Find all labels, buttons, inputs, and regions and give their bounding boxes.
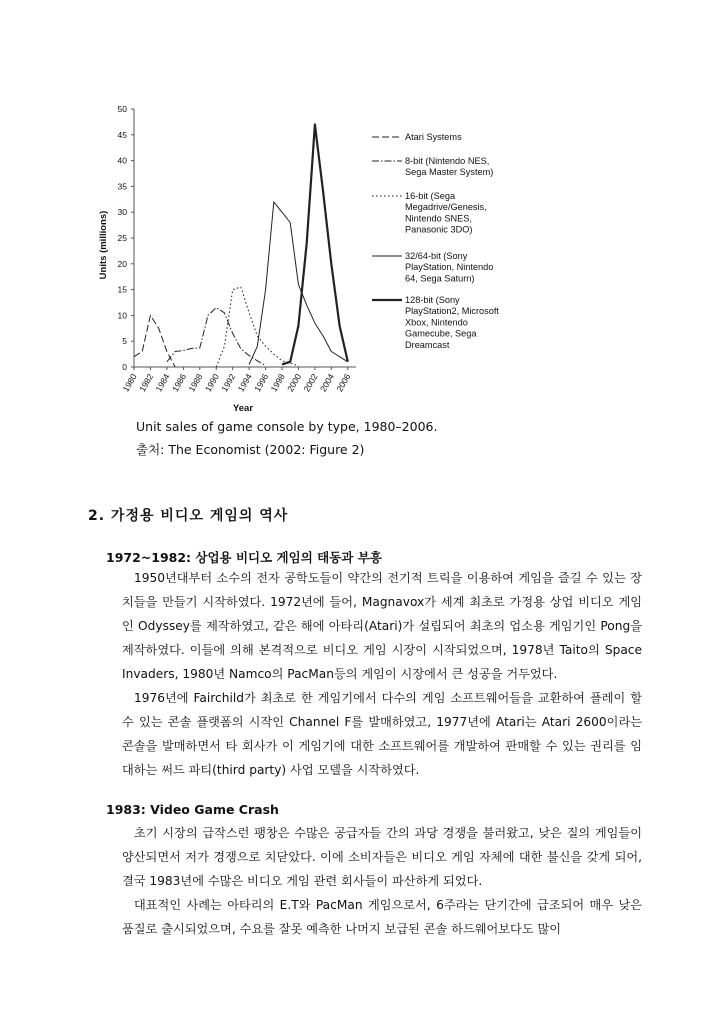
x-axis-ticks	[121, 367, 353, 393]
x-tick-label: 1982	[137, 372, 156, 394]
paragraph: 대표적인 사례는 아타리의 E.T와 PacMan 게임으로서, 6주라는 단기간에 급조되어 매우 낮은 품질로 출시되었으며, 수요를 잘못 예측한 나머지 보급된 콘솔 하드웨어보다도 많이	[122, 898, 642, 936]
x-tick-label: 2000	[285, 372, 304, 394]
x-tick-label: 2006	[334, 372, 353, 394]
legend-label: Atari Systems	[405, 132, 462, 142]
x-tick-label: 1998	[268, 372, 287, 394]
x-tick-label: 1996	[252, 372, 271, 394]
legend-label: 16-bit (Sega	[405, 191, 456, 201]
legend-label: 8-bit (Nintendo NES,	[405, 156, 490, 166]
legend-label: Dreamcast	[405, 339, 450, 350]
legend-label: Xbox, Nintendo	[405, 317, 468, 328]
y-tick-label: 45	[117, 129, 127, 140]
legend-label: Panasonic 3DO)	[405, 224, 473, 235]
y-tick-label: 5	[122, 336, 127, 347]
y-tick-label: 20	[117, 258, 127, 269]
series-line-2	[167, 308, 266, 366]
x-tick-label: 1986	[169, 372, 189, 394]
chart-axes	[134, 109, 356, 367]
x-tick-label: 1980	[120, 372, 139, 394]
legend-label: 128-bit (Sony	[405, 295, 460, 305]
legend-label: Megadrive/Genesis,	[405, 202, 487, 213]
x-tick-label: 2004	[317, 372, 337, 394]
y-axis-label: Units (millions)	[98, 210, 109, 280]
legend-label: Sega Master System)	[405, 167, 494, 178]
x-tick-label: 1990	[202, 372, 221, 394]
series-line-5	[282, 125, 348, 365]
x-tick-label: 1988	[186, 372, 205, 394]
section-title: 2. 가정용 비디오 게임의 역사	[88, 508, 289, 524]
legend-label: 64, Sega Saturn)	[405, 273, 475, 284]
y-tick-label: 35	[117, 181, 127, 192]
x-tick-label: 1984	[153, 372, 172, 394]
subsection-heading-1983: 1983: Video Game Crash	[106, 802, 279, 817]
legend-label: 32/64-bit (Sony	[405, 251, 468, 261]
series-line-3	[216, 287, 298, 367]
figure-caption: Unit sales of game console by type, 1980–2006.	[136, 419, 438, 434]
y-axis-ticks	[118, 104, 134, 372]
legend-label: PlayStation, Nintendo	[405, 262, 494, 273]
figure-source: 출처: The Economist (2002: Figure 2)	[136, 442, 365, 457]
y-tick-label: 50	[117, 104, 127, 114]
y-tick-label: 25	[117, 233, 127, 243]
subsection-body-1972	[122, 566, 642, 782]
paragraph: 1950년대부터 소수의 전자 공학도들이 약간의 전기적 트릭을 이용하여 게임을 즐길 수 있는 장치들을 만들기 시작하였다. 1972년에 들어, Magnavox가 세계 최초로 가정용 상업 비디오 게임인 Odyssey를 제작하였고, 같은 해에 아타리(Atari)가 설립되어 최초의 업소용 게임기인 Pong을 제작하였다. 이들에 의해 본격적으로 비디오 게임 시장이 시작되었으며, 1978년 Taito의 Space Invaders, 1980년 Namco의 PacMan등의 게임이 시장에서 큰 성공을 거두었다.	[122, 571, 642, 681]
unit-sales-chart	[0, 0, 728, 420]
series-lines	[134, 125, 348, 368]
legend-label: Nintendo SNES,	[405, 213, 472, 224]
legend-label: Gamecube, Sega	[405, 328, 477, 339]
legend	[372, 132, 499, 350]
subsection-heading-1972: 1972~1982: 상업용 비디오 게임의 태동과 부흥	[106, 550, 382, 565]
y-tick-label: 0	[122, 362, 127, 372]
x-tick-label: 1994	[235, 372, 254, 394]
y-tick-label: 15	[117, 284, 127, 295]
y-tick-label: 10	[117, 310, 127, 321]
y-tick-label: 30	[117, 207, 127, 218]
paragraph: 초기 시장의 급작스런 팽창은 수많은 공급자들 간의 과당 경쟁을 불러왔고, 낮은 질의 게임들이 양산되면서 저가 경쟁으로 치닫았다. 이에 소비자들은 비디오 게임 자체에 대한 불신을 갖게 되어, 결국 1983년에 수많은 비디오 게임 관련 회사들이 파산하게 되었다.	[122, 826, 642, 888]
x-axis-label: Year	[232, 403, 254, 414]
paragraph: 1976년에 Fairchild가 최초로 한 게임기에서 다수의 게임 소프트웨어들을 교환하여 플레이 할 수 있는 콘솔 플랫폼의 시작인 Channel F를 발매하였고, 1977년에 Atari는 Atari 2600이라는 콘솔을 발매하면서 타 회사가 이 게임기에 대한 소프트웨어를 개발하여 판매할 수 있는 권리를 임대하는 써드 파티(third party) 사업 모델을 시작하였다.	[122, 691, 642, 777]
x-tick-label: 1992	[219, 372, 238, 394]
y-tick-label: 40	[117, 155, 127, 166]
x-tick-label: 2002	[301, 372, 320, 394]
subsection-body-1983	[122, 821, 642, 941]
legend-label: PlayStation2, Microsoft	[405, 306, 499, 317]
